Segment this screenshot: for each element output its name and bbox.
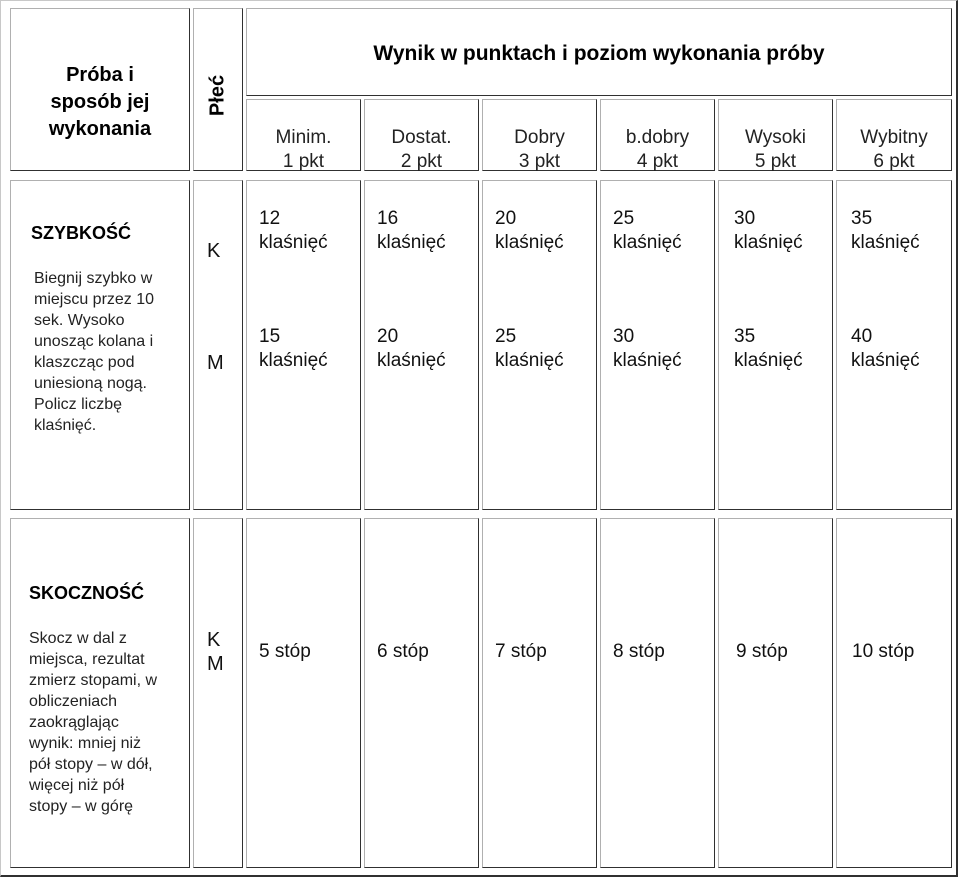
jump-category: SKOCZNOŚĆ bbox=[29, 583, 145, 603]
speed-value-k: 30 klaśnięć bbox=[734, 208, 803, 253]
level-label: Wybitny bbox=[860, 127, 928, 148]
speed-value-m: 30 klaśnięć bbox=[613, 326, 682, 371]
jump-value: 7 stóp bbox=[495, 641, 547, 662]
level-cell-6 bbox=[836, 99, 952, 171]
speed-score-cell-1 bbox=[246, 180, 361, 510]
jump-value: 5 stóp bbox=[259, 641, 311, 662]
level-points: 3 pkt bbox=[518, 151, 561, 172]
speed-value-m: 25 klaśnięć bbox=[495, 326, 564, 371]
jump-score-cell-1 bbox=[246, 518, 361, 868]
level-cell-5 bbox=[718, 99, 833, 171]
speed-value-k: 12 klaśnięć bbox=[259, 208, 328, 253]
header-test-label: Próba i sposób jej wykonania bbox=[48, 64, 152, 140]
level-label: Minim. bbox=[275, 127, 332, 148]
speed-score-cell-4 bbox=[600, 180, 715, 510]
speed-sex-m: M bbox=[207, 352, 224, 374]
speed-score-cell-3 bbox=[482, 180, 597, 510]
header-test-cell bbox=[10, 8, 190, 171]
level-cell-2 bbox=[364, 99, 479, 171]
speed-description: Biegnij szybko w miejscu przez 10 sek. Wysoko unosząc kolana i klaszcząc pod uniesioną nogą. Policz liczbę klaśnięć. bbox=[34, 270, 155, 434]
speed-value-m: 15 klaśnięć bbox=[259, 326, 328, 371]
speed-sex-cell bbox=[193, 180, 243, 510]
speed-value-m: 35 klaśnięć bbox=[734, 326, 803, 371]
speed-value-k: 20 klaśnięć bbox=[495, 208, 564, 253]
jump-value: 10 stóp bbox=[852, 641, 915, 662]
level-points: 5 pkt bbox=[754, 151, 797, 172]
jump-value: 8 stóp bbox=[613, 641, 665, 662]
level-points: 6 pkt bbox=[873, 151, 915, 172]
jump-sex-cell bbox=[193, 518, 243, 868]
header-title-cell bbox=[246, 8, 952, 96]
speed-score-cell-6 bbox=[836, 180, 952, 510]
header-title: Wynik w punktach i poziom wykonania próby bbox=[373, 42, 825, 65]
level-label: Wysoki bbox=[744, 127, 807, 148]
speed-value-m: 40 klaśnięć bbox=[851, 326, 920, 371]
level-points: 2 pkt bbox=[400, 151, 443, 172]
level-cell-4 bbox=[600, 99, 715, 171]
header-sex-cell bbox=[193, 8, 243, 171]
speed-category: SZYBKOŚĆ bbox=[31, 223, 132, 243]
speed-description-cell bbox=[10, 180, 190, 510]
level-cell-1 bbox=[246, 99, 361, 171]
speed-score-cell-2 bbox=[364, 180, 479, 510]
speed-value-m: 20 klaśnięć bbox=[377, 326, 446, 371]
level-cell-3 bbox=[482, 99, 597, 171]
level-points: 1 pkt bbox=[282, 151, 325, 172]
jump-description: Skocz w dal z miejsca, rezultat zmierz stopami, w obliczeniach zaokrąglając wynik: mniej niż pół stopy – w dół, więcej niż pół stopy – w górę bbox=[29, 630, 158, 815]
speed-value-k: 35 klaśnięć bbox=[851, 208, 920, 253]
level-label: Dobry bbox=[514, 127, 565, 148]
jump-value: 9 stóp bbox=[736, 641, 788, 662]
jump-description-cell bbox=[10, 518, 190, 868]
jump-value: 6 stóp bbox=[377, 641, 429, 662]
speed-score-cell-5 bbox=[718, 180, 833, 510]
jump-score-cell-5 bbox=[718, 518, 833, 868]
jump-sex: K M bbox=[207, 629, 224, 675]
jump-score-cell-3 bbox=[482, 518, 597, 868]
level-label: Dostat. bbox=[391, 127, 452, 148]
speed-sex-k: K bbox=[207, 240, 221, 262]
header-sex-label: Płeć bbox=[206, 74, 229, 117]
jump-score-cell-6 bbox=[836, 518, 952, 868]
jump-score-cell-2 bbox=[364, 518, 479, 868]
level-points: 4 pkt bbox=[636, 151, 679, 172]
speed-value-k: 25 klaśnięć bbox=[613, 208, 682, 253]
speed-value-k: 16 klaśnięć bbox=[377, 208, 446, 253]
jump-score-cell-4 bbox=[600, 518, 715, 868]
level-label: b.dobry bbox=[625, 127, 690, 148]
